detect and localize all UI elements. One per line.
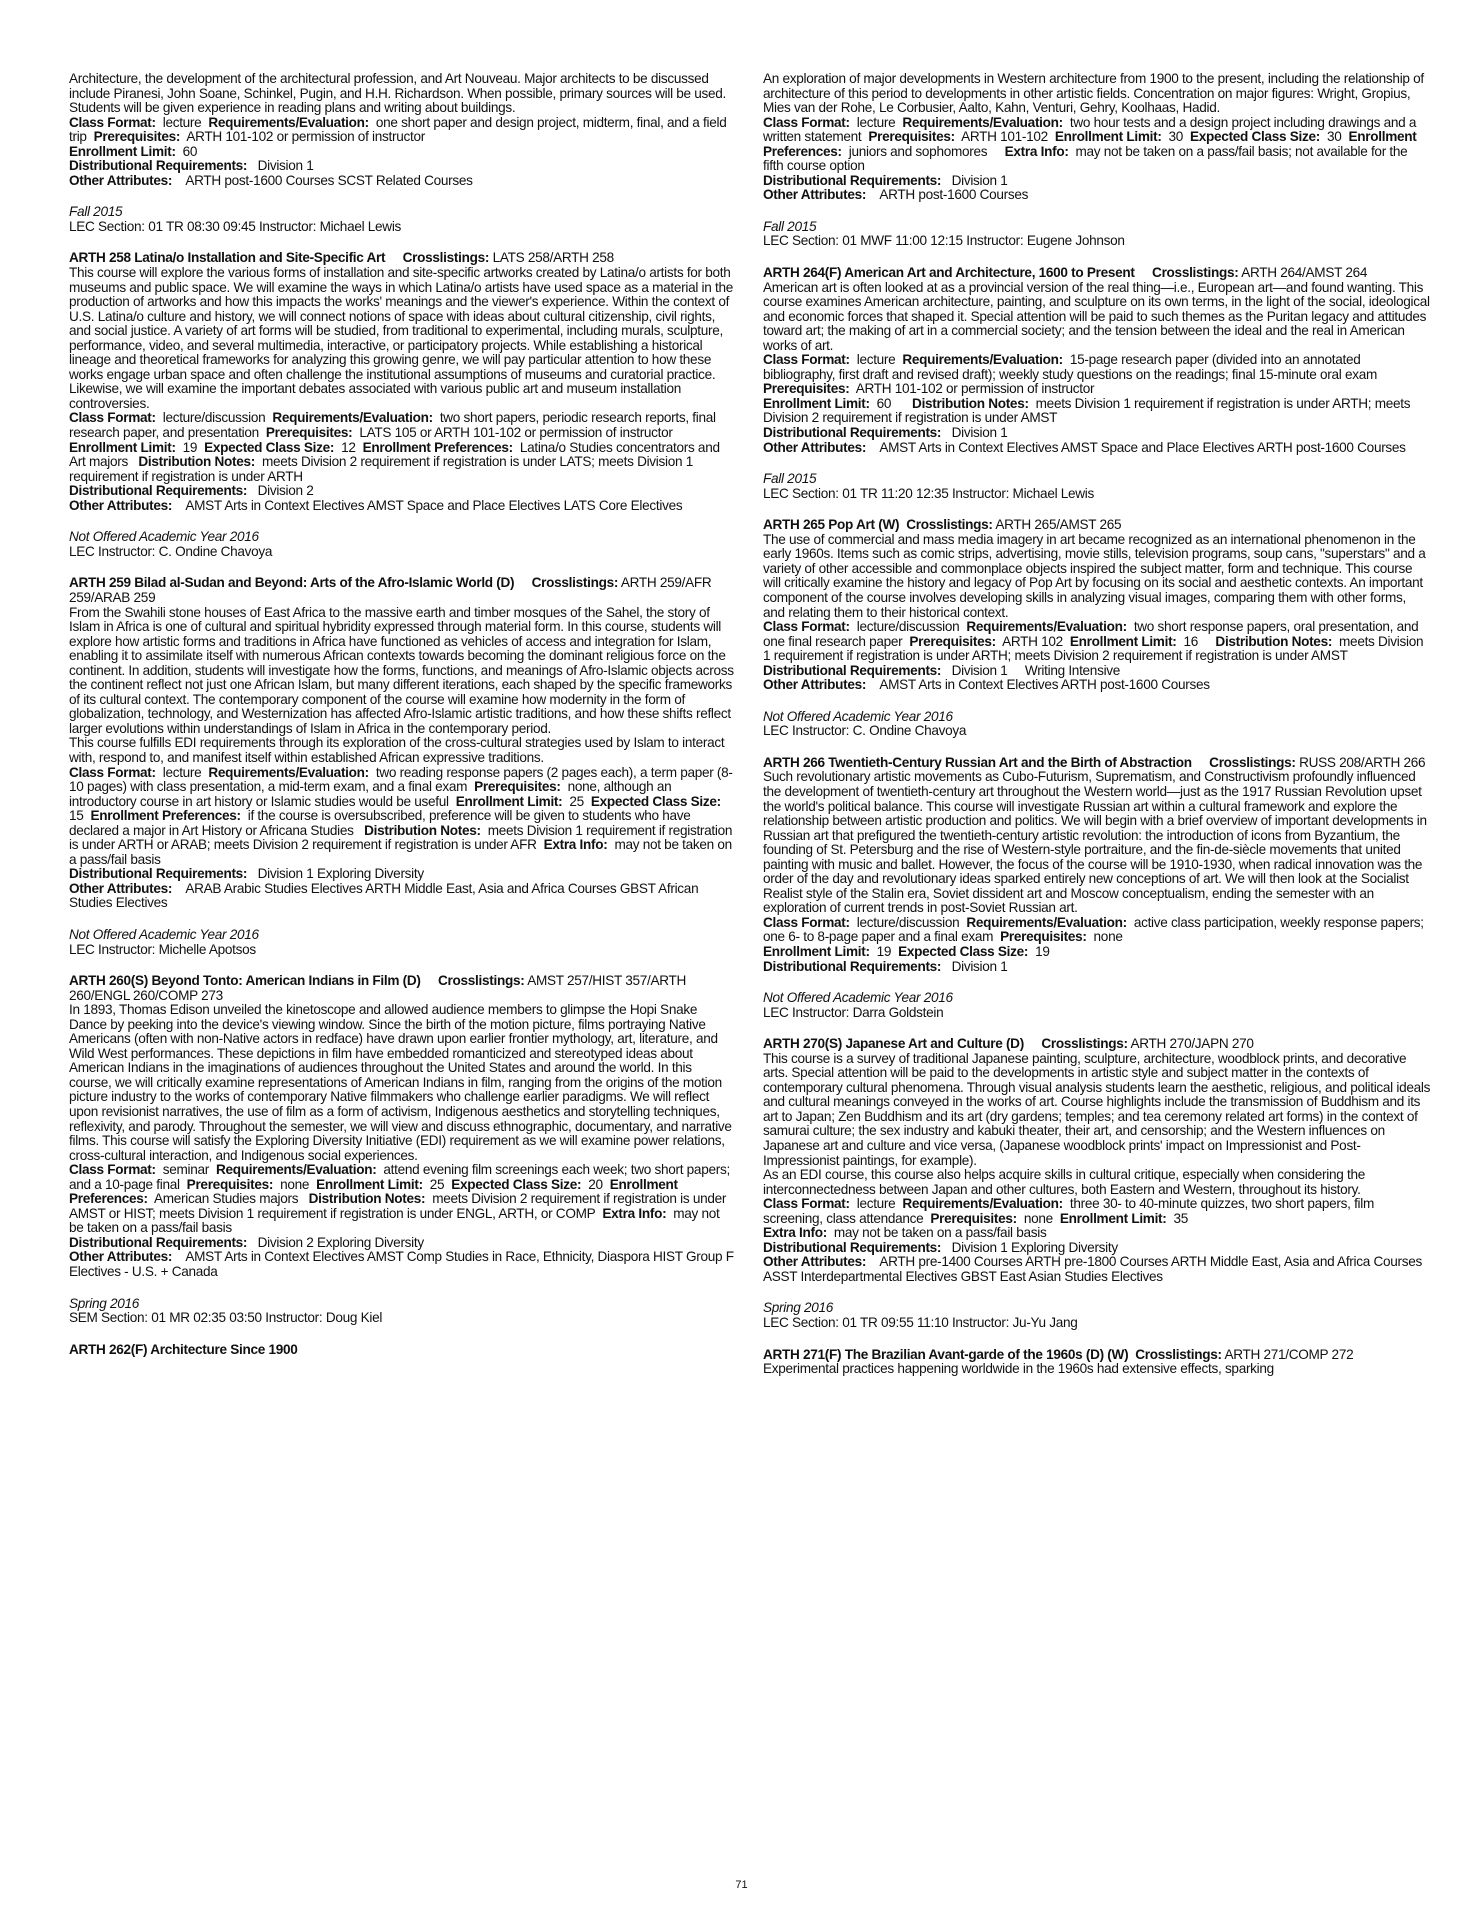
section: LEC Section: 01 TR 08:30 09:45 Instructor: Michael Lewis — [69, 218, 402, 234]
term: Spring 2016 — [69, 1295, 140, 1311]
crosslistings: ARTH 264/AMST 264 — [1241, 265, 1368, 281]
label-distribution-notes: Distribution Notes: — [308, 1191, 426, 1207]
label-distributional: Distributional Requirements: — [763, 958, 942, 974]
enrollment-limit: 60 — [876, 395, 892, 411]
class-format: lecture — [162, 114, 202, 130]
course-description-2: As an EDI course, this course also helps acquire skills in cultural critique, especially when considering the interconnectedness between Japan and other cultures, both Eastern and Western, throughout its history. — [763, 1167, 1365, 1197]
term: Fall 2015 — [763, 471, 817, 487]
expected-size: 20 — [588, 1176, 603, 1192]
label-crosslistings: Crosslistings: — [906, 517, 993, 533]
crosslistings: ARTH 259/AFR 259/ARAB 259 — [69, 575, 712, 605]
label-distributional: Distributional Requirements: — [763, 662, 942, 678]
label-expected-size: Expected Class Size: — [451, 1176, 582, 1192]
course-arth-262 — [763, 72, 1431, 249]
prerequisites: ARTH 101-102 — [961, 129, 1048, 145]
label-other-attributes: Other Attributes: — [69, 880, 173, 896]
distributional: Division 1 Writing Intensive — [951, 662, 1121, 678]
course-description: Such revolutionary artistic movements as Cubo-Futurism, Suprematism, and Constructivism profoundly influenced the development of twentieth-century art throughout the Western world—just as the 1917 Russian Revolution upset the world's political balance. This course will investigate Russian art within a cultural framework and explore the relationship between artistic production and politics. We will begin with a brief overview of important developments in Russian art that prefigured the twentieth-century artistic revolution: the introduction of icons from Byzantium, the founding of St. Petersburg and the rise of Western-style portraiture, and the fin-de-siècle movements that united painting with music and ballet. However, the focus of the course will be 1910-1930, when radical innovation was the order of the day and revolutionary ideas sparked entirely new conceptions of art. We will then look at the Socialist Realist style of the Stalin era, Soviet dissident art and Moscow conceptualism, ending the semester with an exploration of current trends in post-Soviet Russian art. — [763, 769, 1427, 916]
distribution-notes: meets Division 1 requirement if registration is under ARTH; meets Division 2 requirement if registration is under AMST — [763, 395, 1411, 426]
label-prerequisites: Prerequisites: — [186, 1176, 274, 1192]
distributional: Division 1 — [257, 158, 314, 174]
distributional: Division 1 — [951, 172, 1008, 188]
crosslistings: ARTH 265/AMST 265 — [995, 517, 1122, 533]
crosslistings: LATS 258/ARTH 258 — [492, 250, 614, 266]
label-enrollment-limit: Enrollment Limit: — [69, 439, 176, 455]
expected-size: 19 — [1035, 943, 1050, 959]
distributional: Division 2 — [257, 483, 314, 499]
label-requirements: Requirements/Evaluation: — [272, 410, 433, 426]
label-enrollment-limit: Enrollment Limit: — [763, 943, 870, 959]
label-class-format: Class Format: — [763, 619, 850, 635]
label-requirements: Requirements/Evaluation: — [966, 914, 1127, 930]
label-crosslistings: Crosslistings: — [1152, 265, 1239, 281]
label-prerequisites: Prerequisites: — [930, 1210, 1017, 1226]
course-description: Experimental practices happening worldwide in the 1960s had extensive effects, sparking — [763, 1361, 1274, 1377]
enrollment-limit: 16 — [1183, 633, 1199, 649]
label-crosslistings: Crosslistings: — [1135, 1346, 1222, 1362]
section: LEC Instructor: C. Ondine Chavoya — [763, 723, 967, 739]
left-column — [69, 72, 737, 1357]
distributional: Division 1 — [951, 958, 1008, 974]
enrollment-prefs: American Studies majors — [154, 1191, 299, 1207]
section: LEC Instructor: C. Ondine Chavoya — [69, 543, 273, 559]
prerequisites: none — [1093, 929, 1123, 945]
label-distributional: Distributional Requirements: — [69, 1234, 248, 1250]
class-format: lecture/discussion — [856, 914, 960, 930]
extra-info: may not be taken on a pass/fail basis — [69, 1205, 720, 1236]
enrollment-limit: 25 — [569, 793, 584, 809]
label-prerequisites: Prerequisites: — [909, 633, 996, 649]
label-class-format: Class Format: — [69, 764, 156, 780]
distribution-notes: meets Division 1 requirement if registration is under ARTH; meets Division 2 requirement if registration is under AMST — [763, 633, 1424, 664]
label-class-format: Class Format: — [763, 352, 850, 368]
other-attributes: AMST Arts in Context Electives AMST Space and Place Electives ARTH post-1600 Courses — [879, 439, 1406, 455]
label-distribution-notes: Distribution Notes: — [912, 395, 1029, 411]
section: LEC Section: 01 TR 09:55 11:10 Instructor: Ju-Yu Jang — [763, 1315, 1078, 1331]
label-extra-info: Extra Info: — [602, 1205, 667, 1221]
label-requirements: Requirements/Evaluation: — [902, 352, 1063, 368]
crosslistings: AMST 257/HIST 357/ARTH 260/ENGL 260/COMP 273 — [69, 973, 687, 1003]
label-expected-size: Expected Class Size: — [898, 943, 1029, 959]
label-enrollment-limit: Enrollment Limit: — [69, 143, 176, 159]
crosslistings: ARTH 271/COMP 272 — [1224, 1346, 1354, 1362]
term: Not Offered Academic Year 2016 — [763, 708, 953, 724]
distributional: Division 1 Exploring Diversity — [951, 1239, 1118, 1255]
prerequisites: none — [280, 1176, 310, 1192]
course-description: An exploration of major developments in Western architecture from 1900 to the present, including the relationship of architecture of this period to developments in other artistic fields. Concentration on major figures: Wright, Gropius, Mies van der Rohe, Le Corbusier, Aalto, Kahn, Venturi, Gehry, Koolhaas, Hadid. — [763, 71, 1424, 116]
enrollment-prefs: juniors and sophomores — [848, 143, 988, 159]
label-other-attributes: Other Attributes: — [763, 677, 867, 693]
class-format: lecture — [162, 764, 202, 780]
other-attributes: ARTH pre-1400 Courses ARTH pre-1800 Courses ARTH Middle East, Asia and Africa Courses ASST Interdepartmental Electives GBST East Asian Studies Electives — [763, 1254, 1423, 1284]
section: LEC Instructor: Michelle Apotsos — [69, 941, 256, 957]
course-description: American art is often looked at as a provincial version of the real thing—i.e., European art—and found wanting. This course examines American architecture, painting, and sculpture on its own terms, in the light of the social, ideological and economic forces that shaped it. Special attention will be paid to such themes as the Puritan legacy and attitudes toward art; the making of art in a commercial society; and the tension between the ideal and the real in American works of art. — [763, 279, 1430, 353]
other-attributes: AMST Arts in Context Electives AMST Space and Place Electives LATS Core Electives — [185, 497, 683, 513]
course-title: ARTH 265 Pop Art (W) — [763, 517, 900, 533]
expected-size: 12 — [341, 439, 356, 455]
label-class-format: Class Format: — [69, 410, 156, 426]
label-enrollment-limit: Enrollment Limit: — [1069, 633, 1177, 649]
label-other-attributes: Other Attributes: — [763, 187, 867, 203]
section: SEM Section: 01 MR 02:35 03:50 Instructor: Doug Kiel — [69, 1310, 383, 1326]
enrollment-prefs: Latina/o Studies concentrators and Art majors — [69, 439, 720, 470]
other-attributes: AMST Arts in Context Electives AMST Comp Studies in Race, Ethnicity, Diaspora HIST Group F Electives - U.S. + Canada — [69, 1249, 734, 1280]
label-crosslistings: Crosslistings: — [1041, 1036, 1128, 1052]
course-title: ARTH 271(F) The Brazilian Avant-garde of the 1960s (D) (W) — [763, 1346, 1129, 1362]
course-title: ARTH 258 Latina/o Installation and Site-Specific Art — [69, 250, 386, 266]
label-class-format: Class Format: — [763, 114, 850, 130]
distribution-notes: meets Division 1 requirement if registration is under ARTH or ARAB; meets Division 2 requirement if registration is under AFR — [69, 822, 733, 853]
label-prerequisites: Prerequisites: — [868, 129, 955, 145]
term: Not Offered Academic Year 2016 — [763, 990, 953, 1006]
course-arth-260 — [69, 974, 737, 1326]
class-format: lecture — [856, 1196, 896, 1212]
label-class-format: Class Format: — [763, 914, 850, 930]
enrollment-limit: 19 — [182, 439, 198, 455]
label-other-attributes: Other Attributes: — [69, 172, 173, 188]
distributional: Division 1 — [951, 425, 1008, 441]
enrollment-limit: 19 — [876, 943, 892, 959]
class-format: seminar — [162, 1162, 209, 1178]
enrollment-prefs: if the course is oversubscribed, preference will be given to students who have declared a major in Art History or Africana Studies — [69, 808, 691, 838]
section: LEC Instructor: Darra Goldstein — [763, 1004, 944, 1020]
expected-size: 30 — [1326, 129, 1342, 145]
course-arth-266 — [763, 756, 1431, 1020]
label-other-attributes: Other Attributes: — [69, 497, 173, 513]
label-prerequisites: Prerequisites: — [763, 381, 850, 397]
label-extra-info: Extra Info: — [763, 1225, 827, 1241]
crosslistings: ARTH 270/JAPN 270 — [1130, 1036, 1254, 1052]
requirements: two hour tests and a design project including drawings and a written statement — [763, 114, 1417, 145]
label-other-attributes: Other Attributes: — [69, 1249, 173, 1265]
label-prerequisites: Prerequisites: — [1000, 929, 1087, 945]
term: Not Offered Academic Year 2016 — [69, 529, 259, 545]
enrollment-limit: 35 — [1173, 1210, 1189, 1226]
requirements: active class participation, weekly response papers; one 6- to 8-page paper and a final exam — [763, 914, 1424, 945]
label-class-format: Class Format: — [69, 1162, 156, 1178]
label-enrollment-prefs: Enrollment Preferences: — [90, 808, 241, 824]
label-requirements: Requirements/Evaluation: — [208, 114, 369, 130]
course-title: ARTH 266 Twentieth-Century Russian Art and the Birth of Abstraction — [763, 754, 1192, 770]
course-arth-258 — [69, 251, 737, 559]
enrollment-limit: 25 — [429, 1176, 445, 1192]
requirements: two reading response papers (2 pages each), a term paper (8-10 pages) with class presentation, a mid-term exam, and a final exam — [69, 764, 733, 795]
label-enrollment-limit: Enrollment Limit: — [763, 395, 870, 411]
prerequisites: LATS 105 or ARTH 101-102 or permission of instructor — [359, 425, 673, 441]
requirements: two short papers, periodic research reports, final research paper, and presentation — [69, 410, 716, 441]
requirements: three 30- to 40-minute quizzes, two short papers, film screening, class attendance — [763, 1196, 1375, 1226]
label-crosslistings: Crosslistings: — [402, 250, 490, 266]
requirements: 15-page research paper (divided into an annotated bibliography, first draft and revised draft); weekly study questions on the readings; final 15-minute oral exam — [763, 352, 1377, 382]
enrollment-limit: 30 — [1168, 129, 1184, 145]
label-requirements: Requirements/Evaluation: — [966, 619, 1127, 635]
other-attributes: ARAB Arabic Studies Electives ARTH Middle East, Asia and Africa Courses GBST African Studies Electives — [69, 880, 699, 911]
label-distribution-notes: Distribution Notes: — [1215, 633, 1333, 649]
label-class-format: Class Format: — [763, 1196, 850, 1212]
label-expected-size: Expected Class Size: — [590, 793, 721, 809]
label-other-attributes: Other Attributes: — [763, 1254, 867, 1270]
label-requirements: Requirements/Evaluation: — [208, 764, 369, 780]
label-distribution-notes: Distribution Notes: — [364, 822, 481, 838]
class-format: lecture/discussion — [856, 619, 960, 635]
course-arth-271 — [763, 1348, 1431, 1377]
other-attributes: AMST Arts in Context Electives ARTH post-1600 Courses — [879, 677, 1210, 693]
label-crosslistings: Crosslistings: — [438, 973, 525, 989]
expected-size: 15 — [69, 808, 84, 824]
label-expected-size: Expected Class Size: — [204, 439, 335, 455]
course-title: ARTH 270(S) Japanese Art and Culture (D) — [763, 1036, 1024, 1052]
prerequisites: ARTH 102 — [1002, 633, 1063, 649]
course-description: This course will explore the various forms of installation and site-specific artworks created by Latina/o artists for both museums and public space. We will examine the ways in which Latina/o artists have used space as a material in the production of artworks and how this impacts the works' meanings and the viewer's experience. Within the context of U.S. Latina/o culture and history, we will connect notions of space with ideas about cultural citizenship, civil rights, and social justice. A variety of art forms will be studied, from traditional to experimental, including murals, sculpture, performance, video, and several multimedia, interactive, or participatory projects. While establishing a historical lineage and theoretical frameworks for analyzing this growing genre, we will pay particular attention to how these works engage urban space and often challenge the institutional assumptions of museums and curatorial practice. Likewise, we will examine the important debates associated with various public art and museum installation controversies. — [69, 265, 734, 411]
requirements: two short response papers, oral presentation, and one final research paper — [763, 619, 1419, 649]
label-enrollment-limit: Enrollment Limit: — [316, 1176, 423, 1192]
label-crosslistings: Crosslistings: — [531, 575, 619, 591]
prerequisites: ARTH 101-102 or permission of instructor — [186, 129, 425, 145]
label-enrollment-limit: Enrollment Limit: — [455, 793, 563, 809]
course-arth-270 — [763, 1037, 1431, 1330]
extra-info: may not be taken on a pass/fail basis — [69, 837, 732, 867]
prerequisites: none, although an introductory course in art history or Islamic studies would be useful — [69, 779, 672, 809]
section: LEC Section: 01 TR 11:20 12:35 Instructor: Michael Lewis — [763, 485, 1095, 501]
term: Fall 2015 — [69, 204, 123, 220]
term: Not Offered Academic Year 2016 — [69, 926, 259, 942]
label-distribution-notes: Distribution Notes: — [138, 454, 256, 470]
requirements: one short paper and design project, midterm, final, and a field trip — [69, 114, 727, 145]
class-format: lecture — [856, 352, 896, 368]
label-enrollment-limit: Enrollment Limit: — [1054, 129, 1162, 145]
course-description: In 1893, Thomas Edison unveiled the kinetoscope and allowed audience members to glimpse the Hopi Snake Dance by peeking into the device's viewing window. Since the birth of the motion picture, films portraying Native Americans (often with non-Native actors in redface) have drawn upon earlier frontier mythology, art, literature, and Wild West performances. These depictions in film have embedded romanticized and stereotyped ideas about American Indians in the imaginations of audiences throughout the United States and around the world. In this course, we will critically examine representations of American Indians in film, ranging from the origins of the motion picture industry to the works of contemporary Native filmmakers who challenge earlier paradigms. We will reflect upon revisionist narratives, the use of film as a form of activism, Indigenous aesthetics and storytelling techniques, reflexivity, and parody. Throughout the semester, we will view and discuss ethnographic, documentary, and narrative films. This course will satisfy the Exploring Diversity Initiative (EDI) requirement as we will examine power relations, cross-cultural interaction, and Indigenous social experiences. — [69, 1002, 732, 1163]
distributional: Division 1 Exploring Diversity — [257, 866, 424, 882]
label-distributional: Distributional Requirements: — [69, 866, 248, 882]
crosslistings: RUSS 208/ARTH 266 — [1299, 754, 1426, 770]
course-title-arth-262: ARTH 262(F) Architecture Since 1900 — [69, 1341, 298, 1357]
label-requirements: Requirements/Evaluation: — [215, 1162, 377, 1178]
other-attributes: ARTH post-1600 Courses — [879, 187, 1029, 203]
course-description: The use of commercial and mass media imagery in art became recognized as an international phenomenon in the early 1960s. Items such as comic strips, advertising, movie stills, television programs, soup cans, "superstars" and a variety of other accessible and commonplace objects inspired the subject matter, form and technique. This course will critically examine the history and legacy of Pop Art by focusing on its social and aesthetic contexts. An important component of the course involves developing skills in analyzing visual images, comparing them with other forms, and relating them to their historical context. — [763, 531, 1426, 620]
course-title: ARTH 264(F) American Art and Architecture, 1600 to Present — [763, 265, 1135, 281]
label-distributional: Distributional Requirements: — [763, 172, 942, 188]
label-requirements: Requirements/Evaluation: — [902, 1196, 1063, 1212]
label-crosslistings: Crosslistings: — [1209, 754, 1296, 770]
label-extra-info: Extra Info: — [543, 837, 608, 853]
course-arth-264 — [763, 266, 1431, 501]
label-extra-info: Extra Info: — [1004, 143, 1069, 159]
course-title: ARTH 259 Bilad al-Sudan and Beyond: Arts of the Afro-Islamic World (D) — [69, 575, 515, 591]
course-description: Architecture, the development of the architectural profession, and Art Nouveau. Major architects to be discussed include Piranesi, John Soane, Schinkel, Pugin, and H.H. Richardson. When possible, primary sources will be used. Students will be given experience in reading plans and writing about buildings. — [69, 71, 727, 116]
extra-info: may not be taken on a pass/fail basis; not available for the fifth course option — [763, 143, 1408, 174]
label-class-format: Class Format: — [69, 114, 156, 130]
label-enrollment-limit: Enrollment Limit: — [1059, 1210, 1167, 1226]
course-description-2: This course fulfills EDI requirements through its exploration of the cross-cultural strategies used by Islam to interact with, respond to, and manifest itself within established African expressive traditions. — [69, 735, 725, 765]
course-arth-259 — [69, 576, 737, 957]
enrollment-limit: 60 — [182, 143, 198, 159]
distribution-notes: meets Division 2 requirement if registration is under AMST or HIST; meets Division 1 requirement if registration is under ENGL, ARTH, or COMP — [69, 1191, 727, 1221]
other-attributes: ARTH post-1600 Courses SCST Related Courses — [185, 172, 473, 188]
label-expected-size: Expected Class Size: — [1190, 129, 1321, 145]
label-distributional: Distributional Requirements: — [69, 483, 248, 499]
label-enrollment-prefs: Enrollment Preferences: — [362, 439, 513, 455]
class-format: lecture — [856, 114, 896, 130]
page-number: 71 — [735, 1879, 748, 1891]
right-column — [763, 72, 1431, 1377]
term: Fall 2015 — [763, 218, 817, 234]
course-description: From the Swahili stone houses of East Africa to the massive earth and timber mosques of the Sahel, the story of Islam in Africa is one of cultural and spiritual hybridity expressed through material form. In this course, students will explore how artistic forms and traditions in Africa have functioned as vehicles of access and integration for Islam, enabling it to assimilate itself with numerous African contexts towards becoming the dominant religious force on the continent. In addition, students will investigate how the forms, functions, and meanings of Afro-Islamic objects across the continent reflect not just one African Islam, but many different iterations, each shaped by the specific frameworks of its cultural context. The contemporary component of the course will examine how modernity in the form of globalization, technology, and Westernization has affected Afro-Islamic artistic traditions, and how these shifts reflect larger evolutions within understandings of Islam in Africa in the contemporary period. — [69, 604, 734, 736]
label-enrollment-prefs: Enrollment Preferences: — [69, 1176, 678, 1207]
label-prerequisites: Prerequisites: — [474, 779, 561, 795]
label-other-attributes: Other Attributes: — [763, 439, 867, 455]
section: LEC Section: 01 MWF 11:00 12:15 Instructor: Eugene Johnson — [763, 233, 1125, 249]
label-prerequisites: Prerequisites: — [265, 425, 353, 441]
extra-info: may not be taken on a pass/fail basis — [833, 1225, 1047, 1241]
label-enrollment-prefs: Enrollment Preferences: — [763, 129, 1417, 159]
label-prerequisites: Prerequisites: — [93, 129, 181, 145]
course-intro — [69, 72, 737, 234]
distributional: Division 2 Exploring Diversity — [257, 1234, 424, 1250]
label-requirements: Requirements/Evaluation: — [902, 114, 1063, 130]
course-title: ARTH 260(S) Beyond Tonto: American Indians in Film (D) — [69, 973, 421, 989]
course-description: This course is a survey of traditional Japanese painting, sculpture, architecture, woodblock prints, and decorative arts. Special attention will be paid to the developments in artistic style and subject matter in the contexts of contemporary cultural phenomena. Through visual analysis students learn the aesthetic, religious, and political ideals and cultural meanings conveyed in the works of art. Course highlights include the transmission of Buddhism and its art to Japan; Zen Buddhism and its art (dry gardens; temples; and tea ceremony related art forms) in the context of samurai culture; the sex industry and kabuki theater, their art, and censorship; and the Western influences on Japanese art and culture and vice versa, (Japanese woodblock prints' impact on Impressionist and Post-Impressionist paintings, for example). — [763, 1050, 1431, 1168]
prerequisites: ARTH 101-102 or permission of instructor — [855, 381, 1095, 397]
class-format: lecture/discussion — [162, 410, 266, 426]
label-distributional: Distributional Requirements: — [763, 1239, 942, 1255]
label-distributional: Distributional Requirements: — [69, 158, 248, 174]
prerequisites: none — [1023, 1210, 1053, 1226]
requirements: attend evening film screenings each week; two short papers; and a 10-page final — [69, 1162, 730, 1192]
term: Spring 2016 — [763, 1300, 834, 1316]
course-arth-265 — [763, 518, 1431, 739]
distribution-notes: meets Division 2 requirement if registration is under LATS; meets Division 1 requirement if registration is under ARTH — [69, 454, 693, 484]
label-distributional: Distributional Requirements: — [763, 425, 942, 441]
